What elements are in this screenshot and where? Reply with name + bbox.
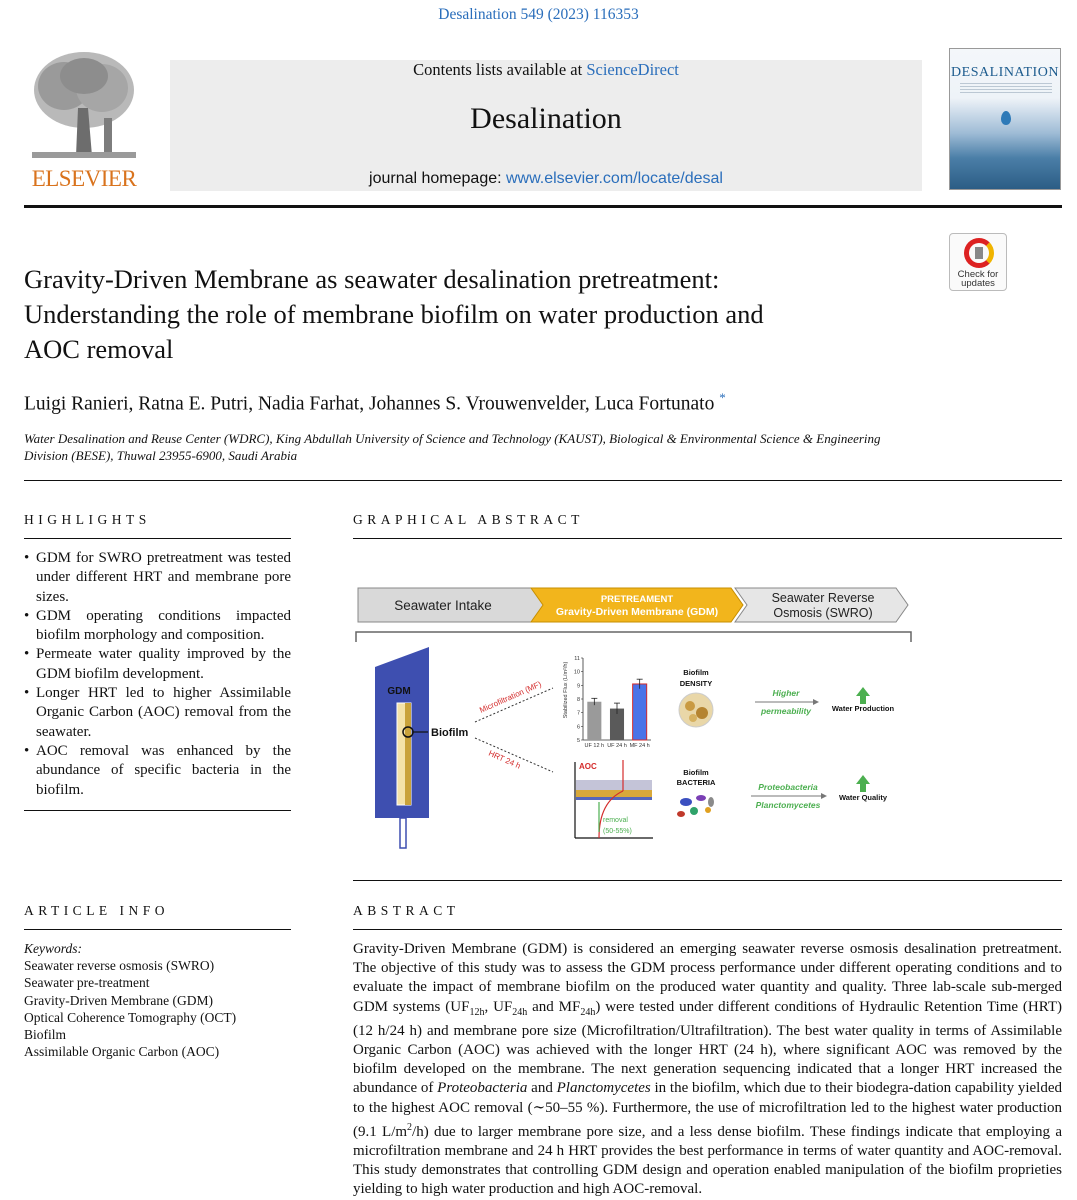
up-arrow-icon	[856, 687, 870, 704]
abstract-superscript: 2	[407, 1121, 413, 1133]
abstract-rule	[353, 929, 1062, 930]
flux-category-label: UF 12 h	[584, 743, 605, 749]
permeability-arrowhead	[813, 699, 819, 705]
highlight-item: • Permeate water quality improved by the GDM biofilm development.	[24, 645, 291, 684]
highlights-bottom-rule	[24, 810, 291, 811]
graphical-abstract-rule	[353, 538, 1062, 539]
flux-bar	[633, 684, 647, 740]
keyword-item: Seawater pre-treatment	[24, 975, 150, 991]
abstract-text	[353, 940, 1062, 1200]
highlights-rule	[24, 538, 291, 539]
removal-range: (50-55%)	[603, 828, 632, 835]
bookmark-icon	[975, 247, 983, 259]
biofilm-particle	[696, 707, 708, 719]
highlight-item: • AOC removal was enhanced by the abundance of specific bacteria in the biofilm.	[24, 742, 291, 800]
abstract-segment: , UF	[484, 998, 513, 1015]
journal-citation[interactable]: Desalination 549 (2023) 116353	[438, 6, 639, 23]
keyword-item: Gravity-Driven Membrane (GDM)	[24, 992, 213, 1008]
article-title	[24, 262, 924, 367]
abstract-segment: and	[527, 1080, 557, 1097]
publisher-name: ELSEVIER	[31, 166, 137, 191]
bacteria-label-line: BACTERIA	[676, 778, 716, 787]
pretreatment-label: PRETREAMENT	[600, 594, 674, 605]
bacteria-cluster-image	[677, 795, 714, 817]
section-rule	[24, 480, 1062, 481]
authors-text: Luigi Ranieri, Ratna E. Putri, Nadia Farhat, Johannes S. Vrouwenvelder, Luca Fortunato	[24, 393, 715, 415]
flux-bar	[587, 702, 601, 740]
density-label-line: Biofilm	[683, 668, 709, 677]
mf-branch-label: Microfiltration (MF)	[478, 679, 543, 715]
cover-subtitle-lines	[960, 83, 1052, 93]
title-line: Gravity-Driven Membrane as seawater desalination pretreatment:	[24, 264, 720, 294]
keywords-label: Keywords:	[24, 941, 82, 956]
highlight-item: • GDM for SWRO pretreatment was tested under different HRT and membrane pore sizes.	[24, 549, 291, 607]
check-updates-line: Check for	[957, 269, 999, 280]
homepage-link[interactable]: www.elsevier.com/locate/desal	[506, 170, 723, 187]
affiliation-line: Water Desalination and Reuse Center (WDRC), King Abdullah University of Science and Technology (KAUST), Biological & Environmental Science & Engineering	[24, 431, 881, 446]
keyword-item: Assimilable Organic Carbon (AOC)	[24, 1044, 220, 1060]
flux-y-tick-label: 8	[576, 697, 580, 703]
flux-axis-label: Stabilized Flux (L/m²/h)	[563, 661, 569, 719]
check-for-updates-button[interactable]	[949, 233, 1007, 291]
article-info-heading: ARTICLE INFO	[24, 903, 170, 918]
flux-category-label: MF 24 h	[629, 743, 650, 749]
abstract-italic: Proteobacteria	[437, 1080, 528, 1097]
permeate-outlet	[400, 818, 406, 848]
biofilm-layer	[405, 703, 411, 805]
flux-y-tick-label: 6	[576, 724, 580, 731]
permeability-label: permeability	[760, 706, 812, 716]
density-label-line: DENSITY	[679, 679, 713, 688]
keyword-item: Biofilm	[24, 1027, 67, 1043]
biofilm-label: Biofilm	[431, 727, 469, 739]
graphical-abstract-heading: GRAPHICAL ABSTRACT	[353, 512, 584, 527]
abstract-segment: ) were tested under different conditions of Hydraulic Retention Time (HRT) (12 h/24 h) and membrane pore size (Microfiltration/Ultrafiltration). The best water quality in terms of Assimilable Organic Carbon (AOC) was achieved with the longer HRT (24 h), where significant AOC was removed by the biofilm developed on the membrane. The next generation sequencing indicated that a longer HRT increased the abundance of	[353, 998, 1062, 1097]
bacteria-arrowhead	[821, 793, 827, 799]
flux-y-tick-label: 9	[576, 683, 580, 690]
title-line: AOC removal	[24, 334, 174, 364]
contents-availability	[170, 60, 922, 80]
corresponding-author-mark[interactable]: *	[719, 390, 726, 405]
homepage-prefix: journal homepage:	[369, 170, 506, 187]
check-updates-label	[950, 270, 1006, 288]
swro-label-line: Osmosis (SWRO)	[773, 606, 873, 620]
flux-y-tick-label: 11	[574, 656, 580, 662]
graphical-abstract-figure	[353, 570, 913, 860]
gdm-step-label: Gravity-Driven Membrane (GDM)	[555, 606, 719, 618]
keyword-item: Optical Coherence Tomography (OCT)	[24, 1009, 237, 1025]
journal-cover[interactable]	[949, 48, 1061, 190]
removal-label: removal	[603, 817, 628, 824]
abstract-italic: Planctomycetes	[556, 1080, 651, 1097]
affiliation	[24, 430, 924, 464]
flux-bar-chart	[574, 656, 651, 749]
hrt-branch-label: HRT 24 h	[487, 748, 522, 771]
seawater-layer	[576, 780, 652, 790]
affiliation-line: Division (BESE), Thuwal 23955-6900, Saudi Arabia	[24, 448, 298, 463]
highlight-item: • GDM operating conditions impacted biofilm morphology and composition.	[24, 607, 291, 646]
flux-y-tick-label: 10	[573, 669, 580, 676]
proteobacteria-label: Proteobacteria	[758, 782, 818, 792]
contents-prefix: Contents lists available at	[413, 60, 587, 79]
graphical-abstract-bottom-rule	[353, 880, 1062, 881]
highlights-list	[24, 549, 291, 800]
keywords-block	[24, 940, 291, 1060]
highlights-heading: HIGHLIGHTS	[24, 512, 151, 527]
biofilm-particle	[685, 701, 695, 711]
gdm-label: GDM	[387, 686, 411, 697]
planctomycetes-label: Planctomycetes	[755, 800, 821, 810]
water-production-label: Water Production	[831, 704, 895, 713]
highlight-item: • Longer HRT led to higher Assimilable Organic Carbon (AOC) removal from the seawater.	[24, 684, 291, 742]
elsevier-logo	[24, 48, 144, 193]
cover-title: DESALINATION	[951, 65, 1059, 80]
flux-y-tick-label: 7	[576, 710, 580, 717]
sciencedirect-link[interactable]: ScienceDirect	[586, 60, 679, 79]
header-rule	[24, 205, 1062, 208]
flux-y-tick-label: 5	[576, 738, 580, 744]
flux-category-label: UF 24 h	[607, 743, 627, 749]
swro-label-line: Seawater Reverse	[771, 591, 875, 605]
author-list	[24, 390, 726, 416]
abstract-subscript: 12h	[469, 1006, 485, 1018]
water-drop-icon	[1001, 111, 1011, 125]
journal-name: Desalination	[470, 102, 622, 135]
abstract-subscript: 24h	[580, 1006, 596, 1018]
journal-homepage	[170, 170, 922, 188]
abstract-segment: /h) due to larger membrane pore size, and a less dense biofilm. These findings indicate that employing a microfiltration membrane and 24 h HRT provides the best performance in terms of water quantity and AOC-removal. This study demonstrates that controlling GDM design and operation enabled manipulation of the biofilm proprieties yielding to high water production and high AOC-removal.	[353, 1123, 1062, 1198]
check-updates-line: updates	[961, 278, 995, 289]
abstract-segment: Gravity-Driven Membrane (GDM) is considered an emerging seawater reverse osmosis desalination pretreatment. The objective of this study was to assess the GDM process performance under different operating conditions and to evaluate the impact of membrane biofilm on the produced water quantity and quality. Three lab-scale sub-merged GDM systems (UF	[353, 941, 1062, 1015]
biofilm-particle	[689, 714, 697, 722]
bacteria-label-line: Biofilm	[683, 768, 709, 777]
higher-label: Higher	[772, 688, 800, 698]
title-line: Understanding the role of membrane biofilm on water production and	[24, 299, 764, 329]
water-quality-label: Water Quality	[838, 793, 888, 802]
abstract-segment: and MF	[527, 998, 581, 1015]
up-arrow-icon	[856, 775, 870, 792]
pretreatment-bracket	[356, 632, 911, 642]
graphical-abstract-svg	[353, 570, 913, 860]
biofilm-density-image	[679, 693, 713, 727]
article-info-rule	[24, 929, 291, 930]
keyword-item: Seawater reverse osmosis (SWRO)	[24, 958, 215, 974]
abstract-segment: in the biofilm, which due to their biodegra-dation capability yielded to the highest AOC removal (∼50–55 %). Furthermore, the use of microfiltration led to the highest water production (9.1 L/m	[353, 1080, 1062, 1140]
abstract-subscript: 24h	[512, 1006, 528, 1018]
abstract-heading: ABSTRACT	[353, 903, 460, 918]
seawater-intake-label: Seawater Intake	[394, 598, 492, 613]
journal-banner	[170, 60, 922, 191]
aoc-label: AOC	[579, 762, 597, 771]
